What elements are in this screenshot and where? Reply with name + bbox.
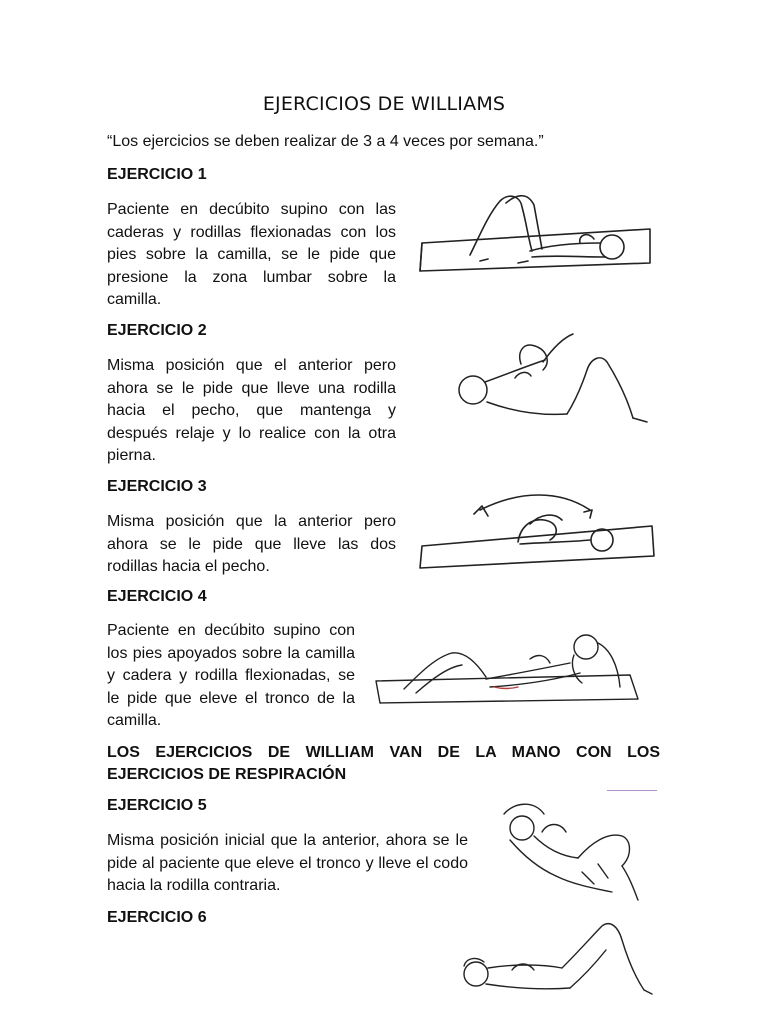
exercise-4-text: Paciente en decúbito supino con los pies apoyados sobre la camilla y cadera y rodilla flexionadas, se le pide que eleve el tronco de la camilla. [107, 622, 355, 729]
exercise-4-heading: EJERCICIO 4 [107, 588, 207, 605]
exercise-2-figure [427, 318, 655, 438]
exercise-6-figure [452, 910, 658, 1020]
exercise-4-figure [370, 603, 658, 713]
exercise-3-heading: EJERCICIO 3 [107, 478, 207, 495]
exercise-3-figure [410, 468, 662, 578]
exercise-3-text: Misma posición que la anterior pero ahora se le pide que lleve las dos rodillas hacia el pecho. [107, 513, 396, 575]
exercise-1-text: Paciente en decúbito supino con las caderas y rodillas flexionadas con los pies sobre la camilla, se le pide que presione la zona lumbar sobre la camilla. [107, 201, 396, 308]
exercise-5-heading: EJERCICIO 5 [107, 797, 207, 814]
exercise-2-heading: EJERCICIO 2 [107, 322, 207, 339]
exercise-6-heading: EJERCICIO 6 [107, 909, 207, 926]
breathing-note: LOS EJERCICIOS DE WILLIAM VAN DE LA MANO CON LOS EJERCICIOS DE RESPIRACIÓN [107, 744, 660, 783]
exercise-2-text: Misma posición que el anterior pero ahora se le pide que lleve una rodilla hacia el pecho, que mantenga y después relaje y lo realice con la otra pierna. [107, 357, 396, 464]
exercise-1-figure [410, 165, 660, 285]
exercise-5-figure [482, 792, 658, 906]
document-title: EJERCICIOS DE WILLIAMS [262, 93, 506, 115]
intro-quote: “Los ejercicios se deben realizar de 3 a 4 veces por semana.” [107, 133, 544, 150]
decorative-line [607, 790, 657, 791]
exercise-1-heading: EJERCICIO 1 [107, 166, 207, 183]
exercise-5-text: Misma posición inicial que la anterior, ahora se le pide al paciente que eleve el tronco y lleve el codo hacia la rodilla contraria. [107, 832, 468, 894]
